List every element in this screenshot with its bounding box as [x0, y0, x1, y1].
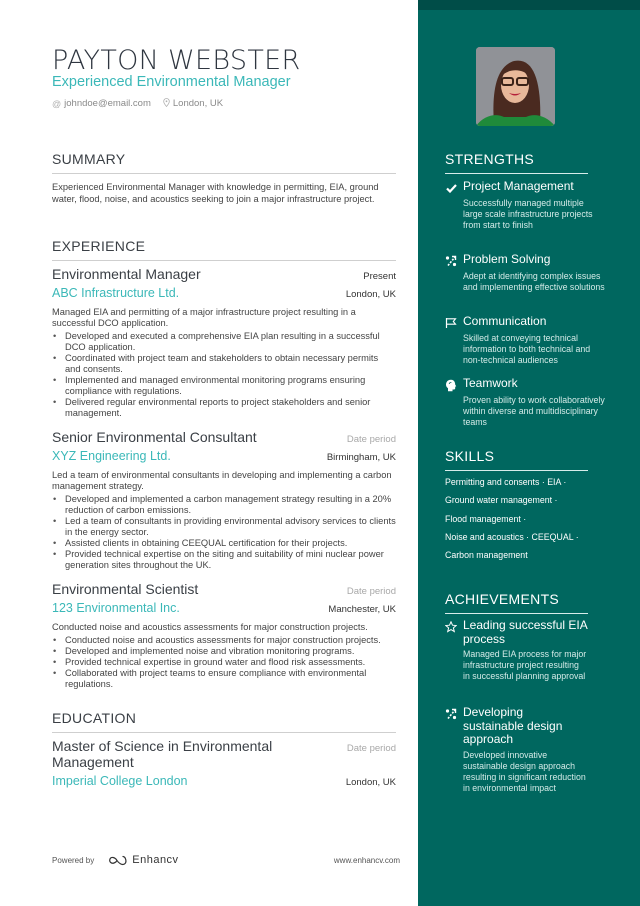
- achievements-heading: ACHIEVEMENTS: [445, 591, 588, 614]
- head-brain-icon: [445, 378, 457, 392]
- strength-title: Problem Solving: [463, 252, 551, 266]
- bullet-item: • Collaborated with project teams to ensure compliance with environmental regulations.: [52, 668, 396, 690]
- experience-entry: [52, 266, 396, 419]
- infinity-logo-icon: [108, 855, 128, 866]
- contact-email[interactable]: [52, 98, 151, 109]
- flag-icon: [445, 316, 457, 330]
- achievement-item: [445, 706, 605, 794]
- company-name: 123 Environmental Inc.: [52, 601, 180, 615]
- achievement-item: [445, 619, 605, 682]
- strength-desc: Successfully managed multiple large scale infrastructure projects from start to finish: [463, 198, 593, 230]
- achievement-title: Leading successful EIA process: [463, 618, 588, 646]
- brand-name: Enhancv: [132, 854, 179, 866]
- bullet-item: • Provided technical expertise in ground water and flood risk assessments.: [52, 657, 396, 668]
- strength-desc: Skilled at conveying technical information to both technical and non-technical audiences: [463, 333, 591, 365]
- experience-section: [52, 238, 396, 261]
- map-pin-icon: [163, 98, 170, 109]
- achievements-section: [445, 591, 588, 614]
- experience-entry: [52, 581, 396, 690]
- sidebar-top-strip: [418, 0, 640, 10]
- job-title: Senior Environmental Consultant: [52, 429, 257, 445]
- strength-title: Communication: [463, 314, 547, 328]
- puzzle-route-icon: [445, 254, 457, 268]
- skills-line: Flood management ·: [445, 514, 527, 524]
- job-location: Manchester, UK: [328, 604, 396, 615]
- job-description: Managed EIA and permitting of a major infrastructure project resulting in a successful DCO application.: [52, 307, 356, 328]
- puzzle-route-icon: [445, 707, 457, 721]
- skills-line: Carbon management: [445, 550, 528, 560]
- experience-entry: [52, 429, 396, 571]
- skills-section: [445, 448, 588, 471]
- contact-location: [163, 98, 223, 109]
- job-description: Led a team of environmental consultants in developing and implementing a carbon management strategy.: [52, 470, 392, 491]
- summary-heading: SUMMARY: [52, 151, 396, 174]
- bullet-item: • Developed and implemented noise and vibration monitoring programs.: [52, 646, 396, 657]
- job-title: Environmental Manager: [52, 266, 201, 282]
- strength-item: [445, 253, 605, 293]
- powered-by-label: Powered by: [52, 855, 95, 865]
- bullet-item: • Delivered regular environmental reports to project stakeholders and senior management.: [52, 397, 396, 419]
- skills-line: Noise and acoustics · CEEQUAL ·: [445, 532, 579, 542]
- job-bullets: [52, 494, 396, 571]
- bullet-item: • Led a team of consultants in providing environmental advisory services to clients in the energy sector.: [52, 516, 396, 538]
- candidate-title: Experienced Environmental Manager: [52, 74, 291, 90]
- candidate-name: PAYTON WEBSTER: [52, 45, 301, 76]
- experience-heading: EXPERIENCE: [52, 238, 396, 261]
- education-heading: EDUCATION: [52, 710, 396, 733]
- job-location: London, UK: [345, 289, 396, 300]
- strength-desc: Adept at identifying complex issues and implementing effective solutions: [463, 271, 605, 292]
- job-description: Conducted noise and acoustics assessments for major construction projects.: [52, 622, 368, 632]
- contact-info: [52, 98, 223, 109]
- strength-title: Teamwork: [463, 376, 518, 390]
- job-date: Present: [363, 271, 396, 282]
- bullet-item: • Developed and implemented a carbon management strategy resulting in a 20% reduction of carbon emissions.: [52, 494, 396, 516]
- strength-desc: Proven ability to work collaboratively within diverse and multidisciplinary teams: [463, 395, 605, 427]
- job-date: Date period: [346, 586, 396, 597]
- summary-section: [52, 151, 396, 205]
- job-date: Date period: [346, 434, 396, 445]
- job-title: Environmental Scientist: [52, 581, 199, 597]
- school-name: Imperial College London: [52, 774, 188, 788]
- strength-item: [445, 180, 605, 231]
- strengths-heading: STRENGTHS: [445, 151, 588, 174]
- skills-heading: SKILLS: [445, 448, 588, 471]
- job-bullets: [52, 635, 396, 690]
- job-bullets: [52, 331, 396, 419]
- summary-text: Experienced Environmental Manager with knowledge in permitting, EIA, ground water, flood, noise, and acoustics seeking to join a major infrastructure project.: [52, 182, 379, 205]
- skills-line: Ground water management ·: [445, 495, 558, 505]
- profile-photo: [476, 47, 555, 126]
- achievement-desc: Developed innovative sustainable design approach resulting in significant reduction in environmental impact: [463, 749, 586, 793]
- bullet-item: • Assisted clients in obtaining CEEQUAL certification for their projects.: [52, 538, 396, 549]
- job-location: Birmingham, UK: [326, 452, 396, 463]
- bullet-item: • Conducted noise and acoustics assessments for major construction projects.: [52, 635, 396, 646]
- achievement-title: Developing sustainable design approach: [463, 705, 563, 746]
- education-location: London, UK: [345, 777, 396, 788]
- email-text: johndoe@email.com: [64, 98, 151, 109]
- footer-url[interactable]: www.enhancv.com: [333, 855, 400, 865]
- education-date: Date period: [346, 743, 396, 754]
- education-section: [52, 710, 396, 733]
- bullet-item: • Implemented and managed environmental monitoring programs ensuring compliance with regulations.: [52, 375, 396, 397]
- strength-item: [445, 377, 605, 428]
- enhancv-logo[interactable]: [108, 854, 178, 866]
- company-name: XYZ Engineering Ltd.: [52, 449, 171, 463]
- skills-line: Permitting and consents · EIA ·: [445, 477, 567, 487]
- strength-item: [445, 315, 605, 366]
- strengths-section: [445, 151, 588, 174]
- checkmark-icon: [445, 181, 457, 195]
- star-icon: [445, 620, 457, 634]
- bullet-item: • Developed and executed a comprehensive EIA plan resulting in a successful DCO application.: [52, 331, 396, 353]
- location-text: London, UK: [172, 98, 224, 109]
- degree-title: Master of Science in Environmental Management: [52, 738, 273, 770]
- strength-title: Project Management: [463, 179, 574, 193]
- at-icon: @: [52, 98, 62, 109]
- company-name: ABC Infrastructure Ltd.: [52, 286, 180, 300]
- bullet-item: • Provided technical expertise on the siting and suitability of mini nuclear power generation sites throughout the UK.: [52, 549, 396, 571]
- education-entry: [52, 738, 396, 788]
- bullet-item: • Coordinated with project team and stakeholders to obtain necessary permits and consents.: [52, 353, 396, 375]
- footer: [52, 854, 400, 866]
- achievement-desc: Managed EIA process for major infrastructure project resulting in successful planning approval: [463, 649, 587, 681]
